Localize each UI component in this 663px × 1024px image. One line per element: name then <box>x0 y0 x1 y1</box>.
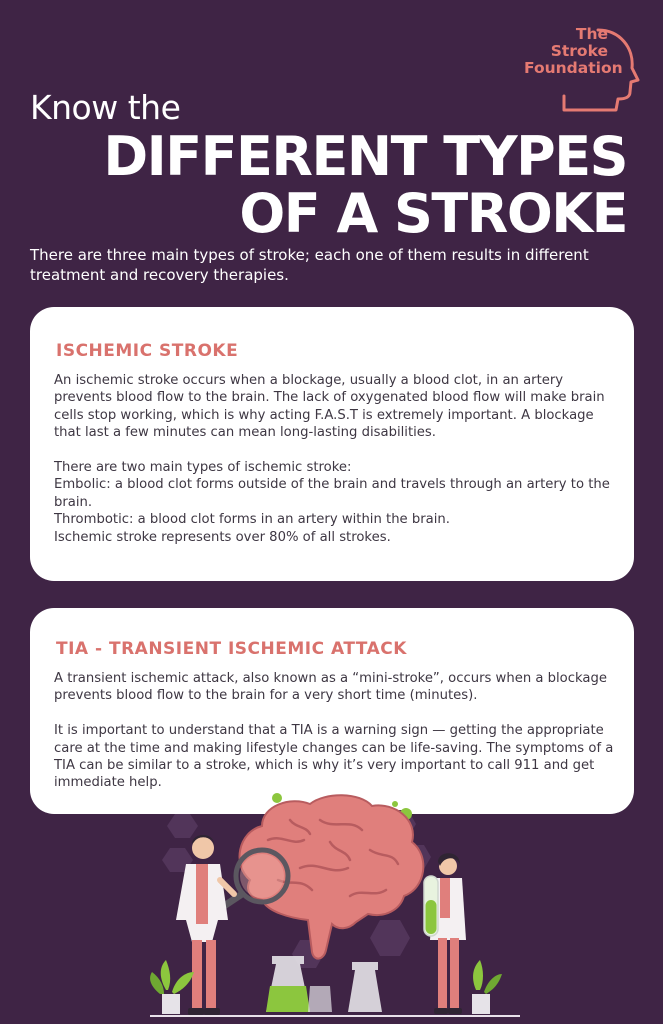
paragraph: It is important to understand that a TIA is a warning sign — getting the appropriate care at the time and making lifestyle changes can be life-saving. The symptoms of a TIA can be similar to a stroke, which is why it’s very important to call 911 and get immediate help. <box>54 723 614 791</box>
stroke-foundation-logo <box>520 26 640 116</box>
title-line-2: OF A STROKE <box>239 182 627 245</box>
illustration <box>0 790 663 1024</box>
section-body <box>54 670 620 792</box>
tia-card <box>30 608 634 814</box>
paragraph: There are two main types of ischemic stroke: <box>54 460 352 476</box>
section-title: ISCHEMIC STROKE <box>56 341 239 361</box>
page-title <box>103 125 627 245</box>
section-body <box>54 372 620 546</box>
paragraph: A transient ischemic attack, also known as a “mini-stroke”, occurs when a blockage prevents blood flow to the brain for a very short time (minutes). <box>54 671 607 704</box>
logo-line-3: Foundation <box>524 59 623 77</box>
paragraph: Embolic: a blood clot forms outside of the brain and travels through an artery to the brain. <box>54 477 610 510</box>
flask-icon <box>266 956 382 1012</box>
kicker-text: Know the <box>30 88 181 127</box>
paragraph: An ischemic stroke occurs when a blockage, usually a blood clot, in an artery prevents blood flow to the brain. The lack of oxygenated blood flow will make brain cells stop working, which is why acting F.A.S.T is extremely important. A blockage that last a few minutes can mean long-lasting disabilities. <box>54 373 605 441</box>
intro-text: There are three main types of stroke; each one of them results in different treatment and recovery therapies. <box>30 246 589 284</box>
logo-line-2: Stroke <box>550 42 608 60</box>
paragraph: Ischemic stroke represents over 80% of all strokes. <box>54 529 391 545</box>
logo-line-1: The <box>575 25 608 43</box>
paragraph: Thrombotic: a blood clot forms in an artery within the brain. <box>54 512 450 528</box>
dot-icon <box>272 793 282 803</box>
test-tube-icon <box>424 876 438 936</box>
title-line-1: DIFFERENT TYPES <box>103 125 627 188</box>
ischemic-stroke-card <box>30 307 634 581</box>
section-title: TIA - TRANSIENT ISCHEMIC ATTACK <box>56 639 407 659</box>
